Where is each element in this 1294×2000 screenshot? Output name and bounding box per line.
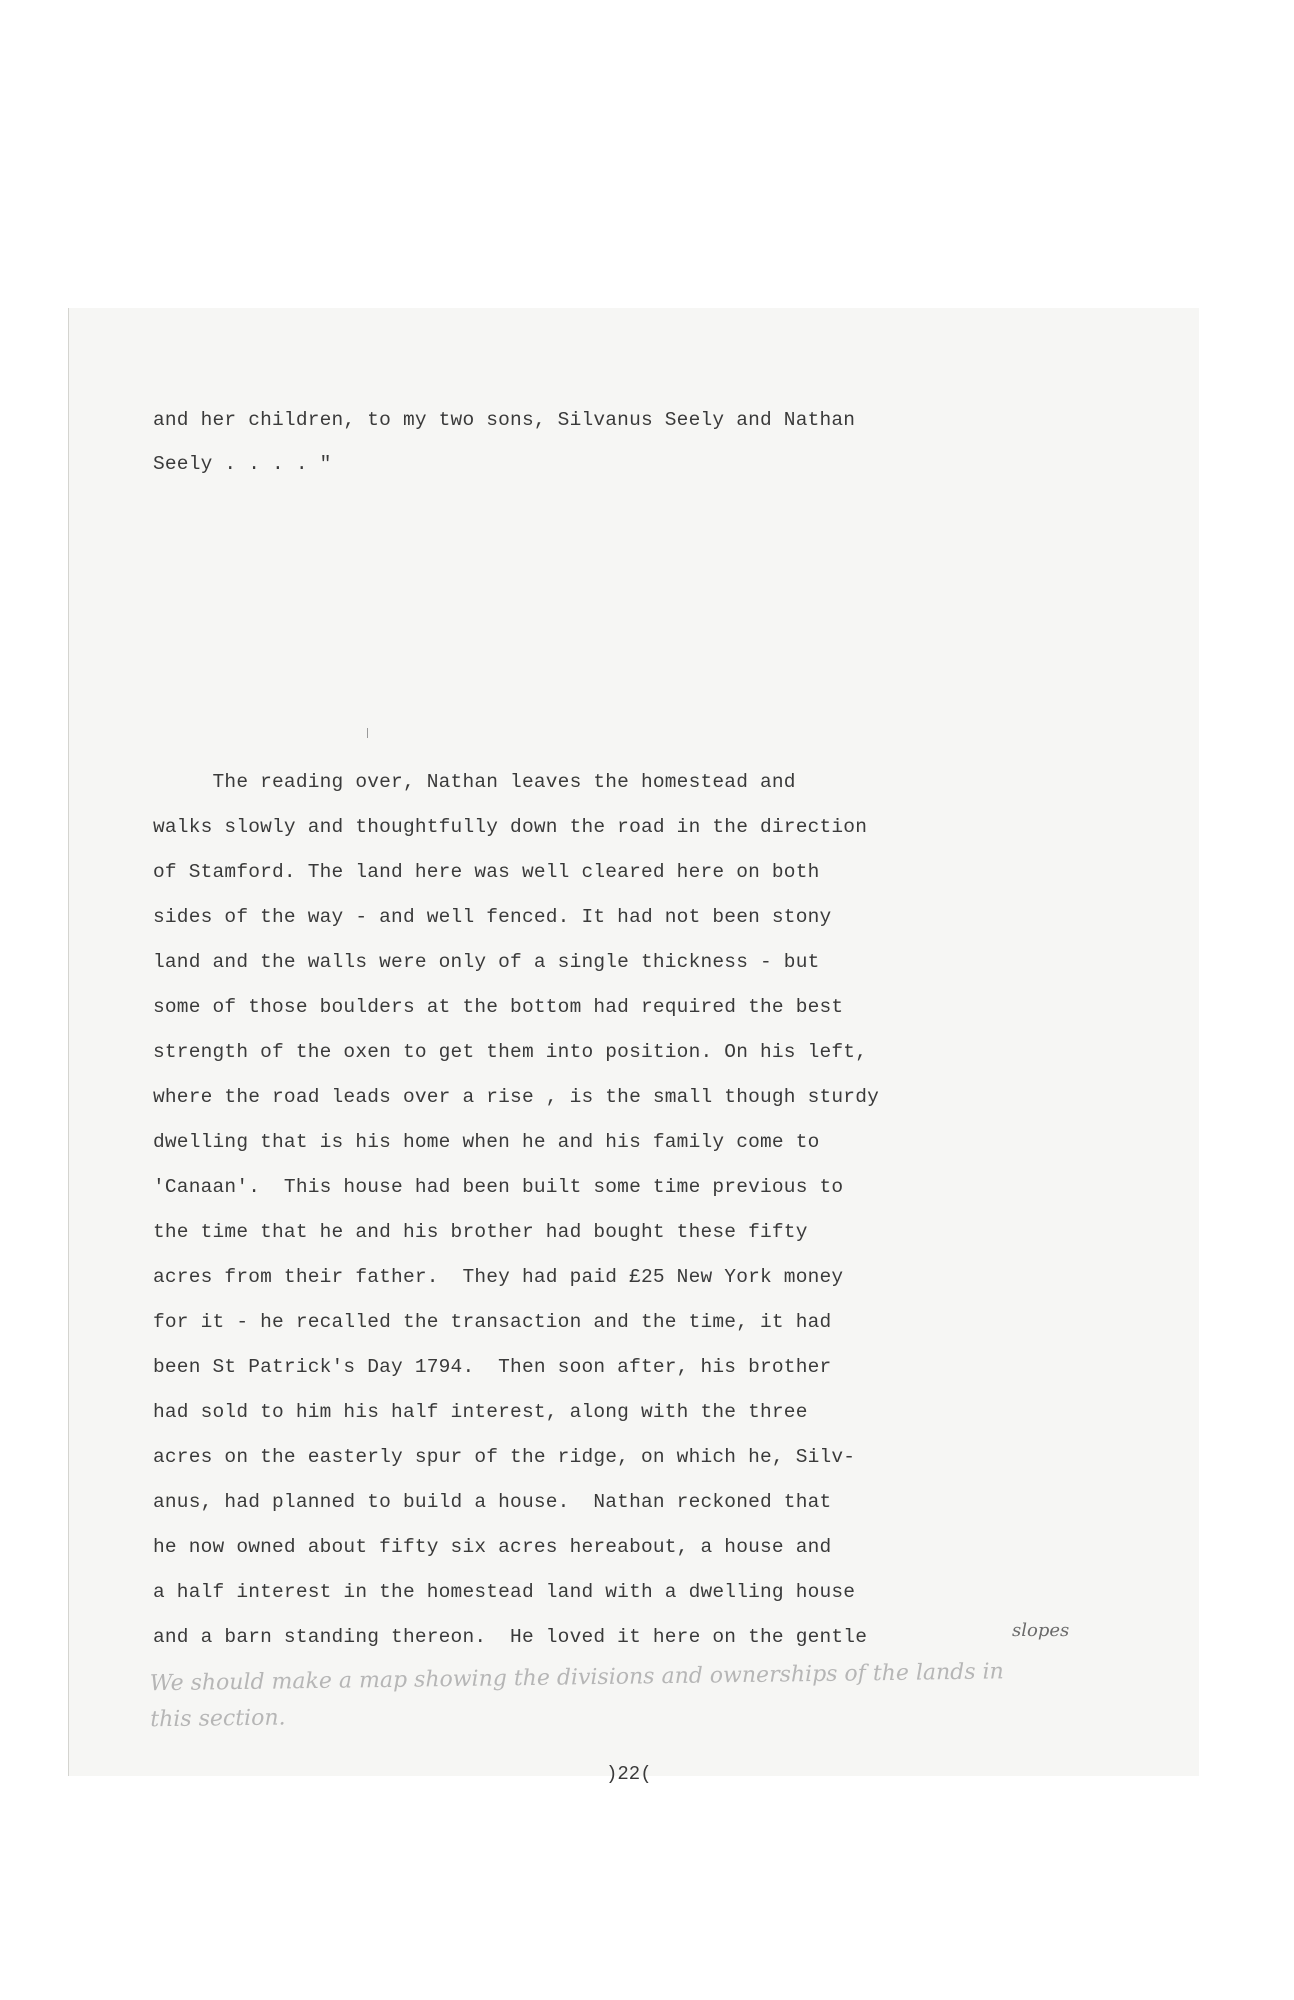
- text-line: some of those boulders at the bottom had required the best: [153, 996, 844, 1018]
- text-line: acres from their father. They had paid £25 New York money: [153, 1266, 844, 1288]
- text-line: The reading over, Nathan leaves the homestead and: [153, 771, 796, 793]
- text-line: and her children, to my two sons, Silvanus Seely and Nathan: [153, 409, 856, 431]
- text-line: strength of the oxen to get them into position. On his left,: [153, 1041, 868, 1063]
- text-line: Seely . . . . ": [153, 453, 332, 475]
- text-line: dwelling that is his home when he and his family come to: [153, 1131, 820, 1153]
- stray-mark: [367, 728, 368, 738]
- handwritten-note: We should make a map showing the divisions and ownerships of the lands in this section.: [149, 1659, 1004, 1733]
- text-line: he now owned about fifty six acres hereabout, a house and: [153, 1536, 832, 1558]
- body-paragraph: [153, 760, 879, 1660]
- text-line: and a barn standing thereon. He loved it here on the gentle: [153, 1626, 868, 1648]
- text-line: anus, had planned to build a house. Nathan reckoned that: [153, 1491, 832, 1513]
- text-line: been St Patrick's Day 1794. Then soon after, his brother: [153, 1356, 832, 1378]
- page-number: )22(: [606, 1763, 652, 1785]
- text-line: had sold to him his half interest, along with the three: [153, 1401, 808, 1423]
- text-line: the time that he and his brother had bought these fifty: [153, 1221, 808, 1243]
- text-line: a half interest in the homestead land with a dwelling house: [153, 1581, 856, 1603]
- text-line: of Stamford. The land here was well cleared here on both: [153, 861, 820, 883]
- text-line: walks slowly and thoughtfully down the road in the direction: [153, 816, 868, 838]
- text-line: 'Canaan'. This house had been built some time previous to: [153, 1176, 844, 1198]
- text-line: for it - he recalled the transaction and the time, it had: [153, 1311, 832, 1333]
- handwritten-insert: slopes: [1012, 1620, 1070, 1641]
- text-line: land and the walls were only of a single thickness - but: [153, 951, 820, 973]
- text-line: where the road leads over a rise , is the small though sturdy: [153, 1086, 880, 1108]
- opening-quote-lines: [153, 398, 855, 486]
- text-line: sides of the way - and well fenced. It had not been stony: [153, 906, 832, 928]
- text-line: acres on the easterly spur of the ridge, on which he, Silv-: [153, 1446, 856, 1468]
